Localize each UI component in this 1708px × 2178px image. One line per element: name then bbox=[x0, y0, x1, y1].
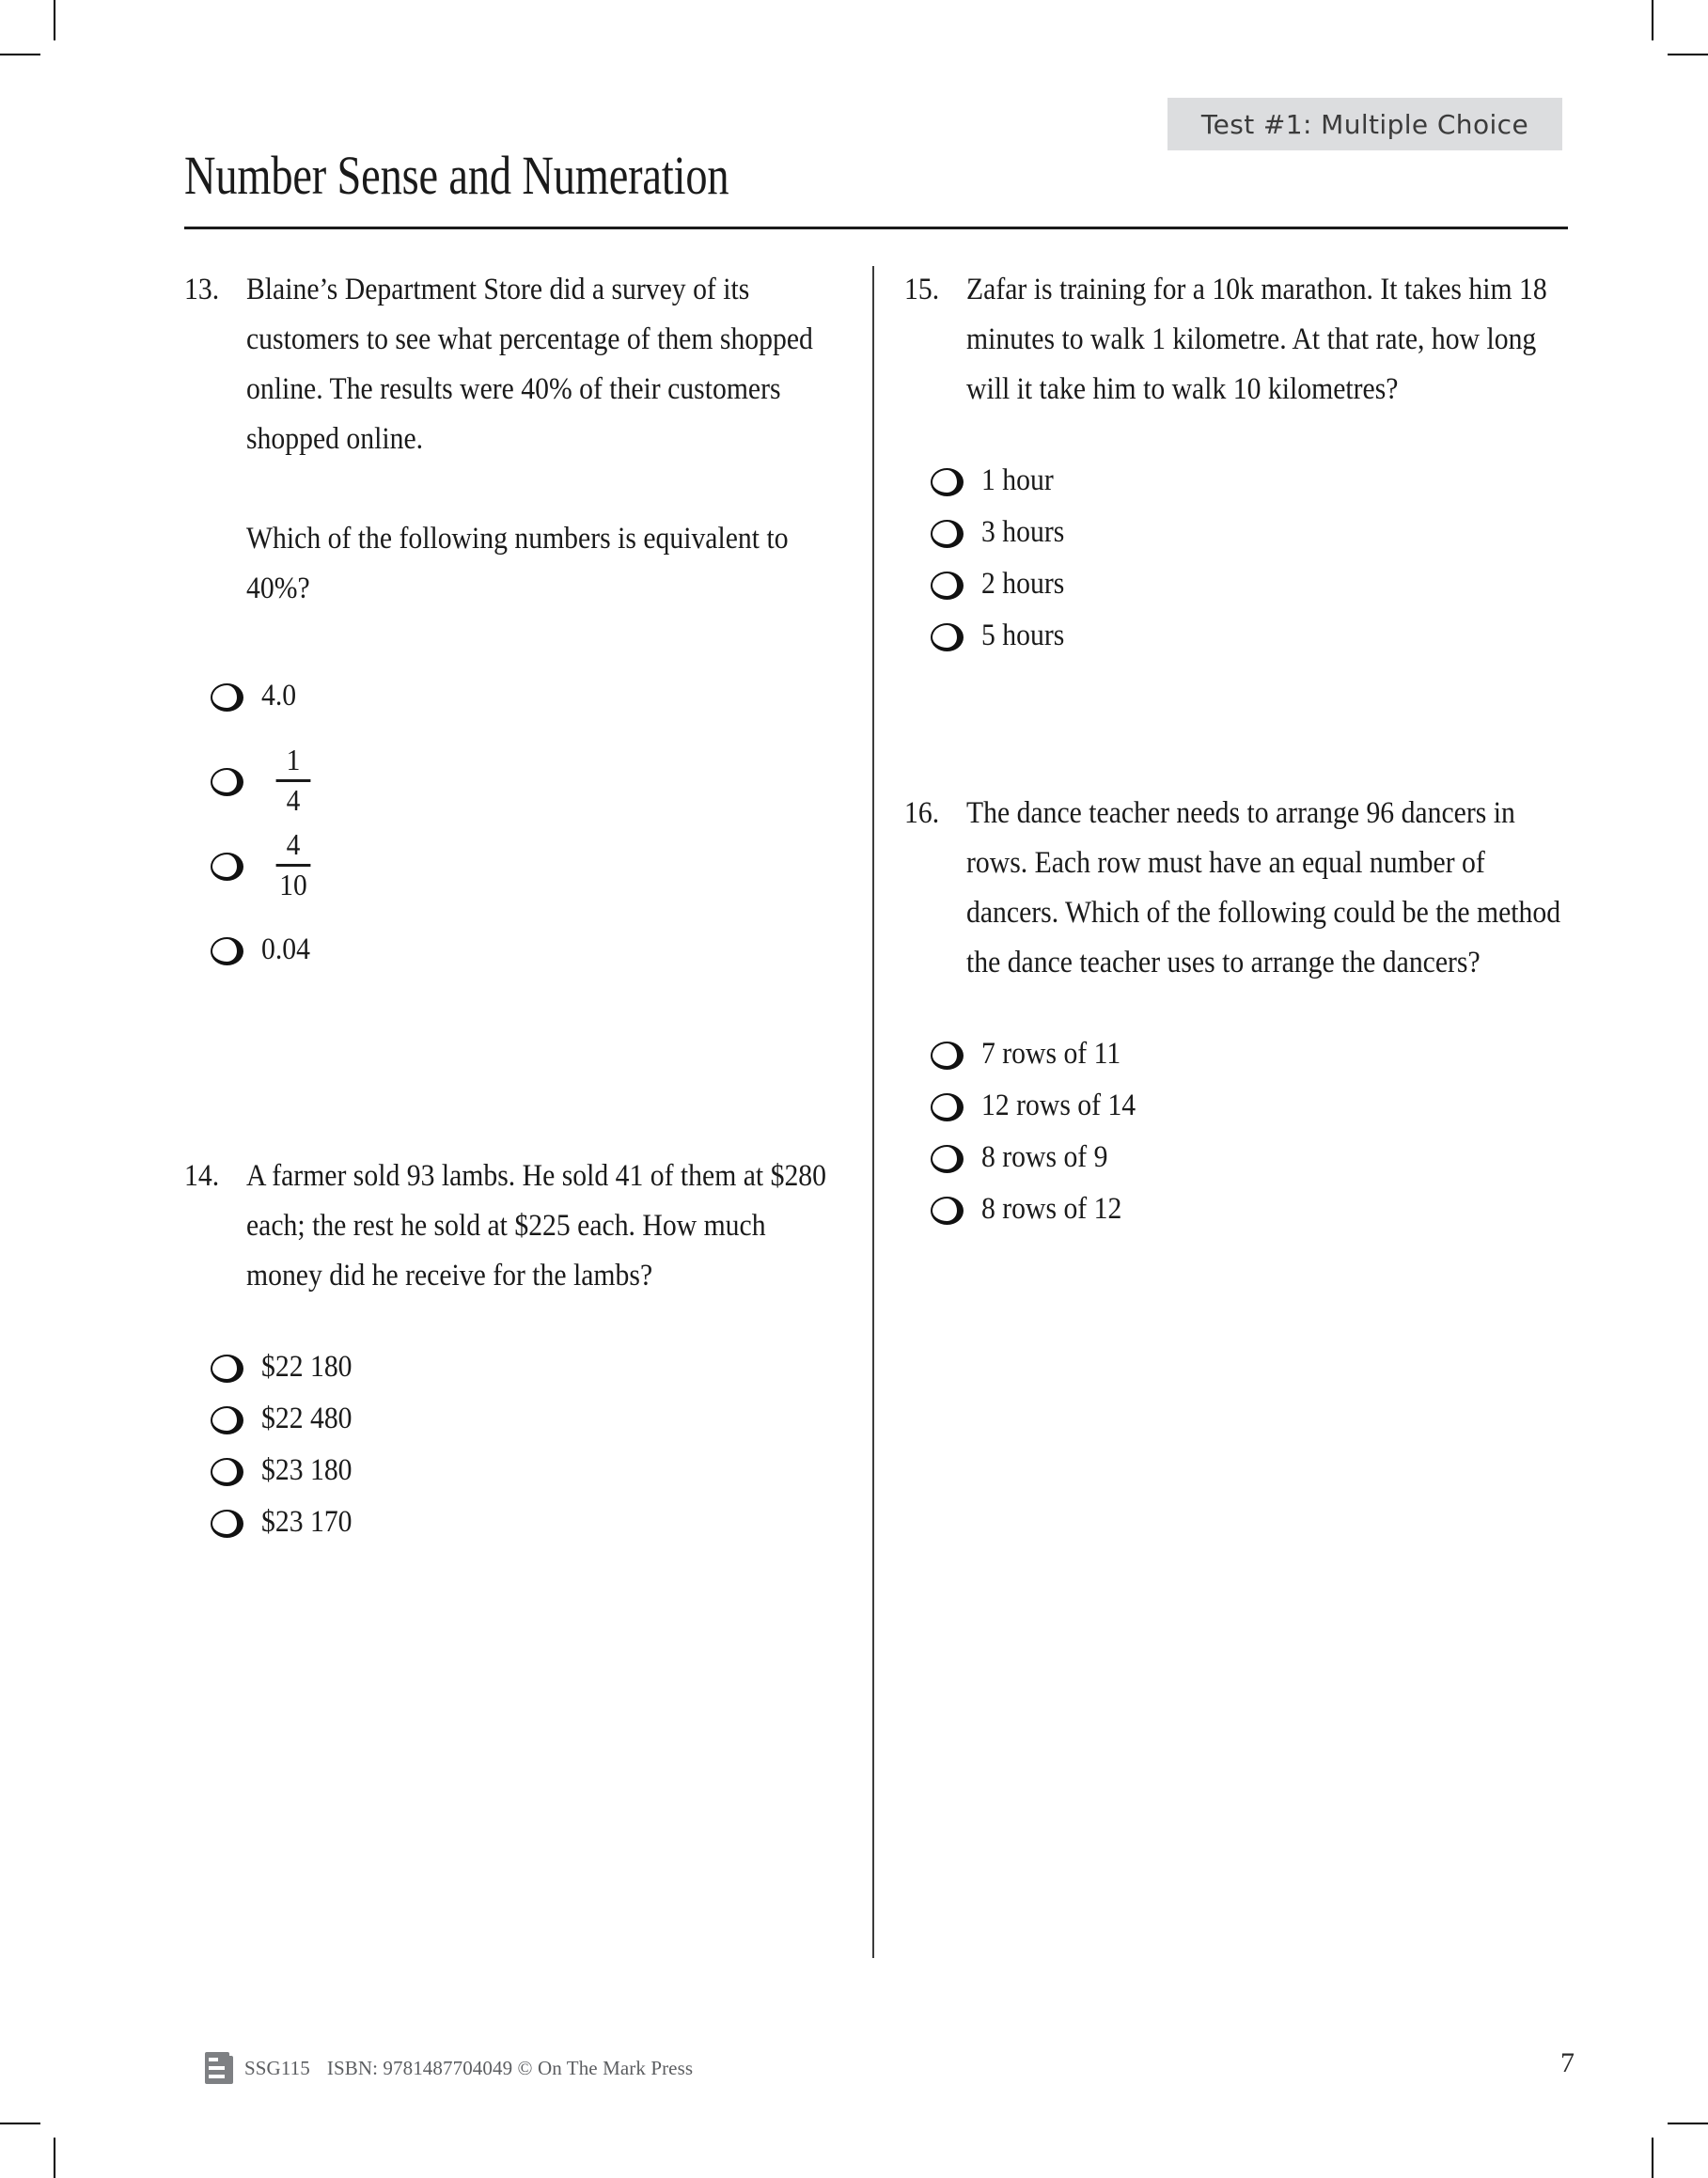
option-13-2[interactable] bbox=[207, 738, 842, 823]
option-15-1[interactable] bbox=[927, 454, 1562, 506]
question-14-options bbox=[184, 1340, 842, 1547]
crop-mark-bottom-right-vertical bbox=[1652, 2138, 1653, 2178]
option-13-4[interactable] bbox=[207, 907, 842, 992]
question-15-paragraph-1: Zafar is training for a 10k marathon. It takes him 18 minutes to walk 1 kilometre. At that rate, how long will it take him to walk 10 kilometres? bbox=[966, 273, 1547, 406]
question-spacer bbox=[904, 751, 1562, 789]
page-number: 7 bbox=[1560, 2047, 1575, 2078]
option-13-3[interactable] bbox=[207, 823, 842, 907]
question-13-paragraph-2: Which of the following numbers is equivalent to 40%? bbox=[246, 522, 789, 605]
option-14-4-label: $23 170 bbox=[261, 1504, 353, 1539]
question-spacer bbox=[184, 992, 842, 1152]
question-16-head bbox=[904, 789, 1562, 988]
test-banner-label: Test #1: Multiple Choice bbox=[1200, 108, 1529, 140]
fraction-numerator: 4 bbox=[286, 826, 301, 861]
answer-bubble-icon[interactable] bbox=[207, 931, 244, 968]
answer-bubble-icon[interactable] bbox=[927, 565, 964, 603]
option-15-4-label: 5 hours bbox=[981, 618, 1065, 652]
option-13-3-fraction bbox=[276, 826, 311, 901]
right-column bbox=[904, 265, 1562, 1234]
option-15-3-label: 2 hours bbox=[981, 566, 1065, 601]
footer bbox=[205, 2052, 693, 2084]
answer-bubble-icon[interactable] bbox=[927, 1190, 964, 1228]
option-14-2-label: $22 480 bbox=[261, 1401, 353, 1435]
option-16-3-label: 8 rows of 9 bbox=[981, 1139, 1108, 1174]
crop-mark-top-right-horizontal bbox=[1668, 54, 1708, 55]
question-15 bbox=[904, 265, 1562, 661]
crop-mark-top-left-horizontal bbox=[0, 54, 40, 55]
question-14-body bbox=[246, 1152, 842, 1301]
question-13-paragraph-1: Blaine’s Department Store did a survey of its customers to see what percentage of them shopped online. The results were 40% of their customers shopped online. bbox=[246, 273, 813, 456]
answer-bubble-icon[interactable] bbox=[927, 1035, 964, 1073]
test-banner bbox=[1167, 98, 1562, 150]
question-14-number: 14. bbox=[184, 1159, 220, 1193]
option-14-2[interactable] bbox=[207, 1392, 842, 1444]
question-14-paragraph-1: A farmer sold 93 lambs. He sold 41 of them at $280 each; the rest he sold at $225 each. How much money did he receive for the lambs? bbox=[246, 1159, 827, 1293]
question-13 bbox=[184, 265, 842, 992]
option-13-4-label: 0.04 bbox=[261, 932, 310, 966]
question-15-options bbox=[904, 454, 1562, 661]
question-16-body bbox=[966, 789, 1562, 988]
option-16-3[interactable] bbox=[927, 1131, 1562, 1183]
footer-product-code: SSG115 bbox=[244, 2056, 310, 2079]
crop-mark-bottom-left-horizontal bbox=[0, 2123, 40, 2124]
question-16-number: 16. bbox=[904, 796, 940, 830]
answer-bubble-icon[interactable] bbox=[927, 462, 964, 499]
question-16 bbox=[904, 789, 1562, 1234]
column-divider bbox=[872, 266, 874, 1958]
left-column bbox=[184, 265, 842, 1547]
option-13-1[interactable] bbox=[207, 653, 842, 738]
question-13-body bbox=[246, 265, 842, 614]
option-14-1[interactable] bbox=[207, 1340, 842, 1392]
fraction-denominator: 10 bbox=[279, 867, 307, 901]
answer-bubble-icon[interactable] bbox=[207, 1348, 244, 1386]
fraction-bar bbox=[276, 779, 311, 782]
answer-bubble-icon[interactable] bbox=[207, 761, 244, 799]
crop-mark-top-left-vertical bbox=[54, 0, 55, 40]
option-13-1-label: 4.0 bbox=[261, 679, 297, 713]
answer-bubble-icon[interactable] bbox=[207, 1400, 244, 1437]
crop-mark-bottom-right-horizontal bbox=[1668, 2123, 1708, 2124]
question-14-head bbox=[184, 1152, 842, 1301]
question-15-number: 15. bbox=[904, 273, 940, 306]
question-15-body bbox=[966, 265, 1562, 415]
option-16-1[interactable] bbox=[927, 1027, 1562, 1079]
question-13-options bbox=[184, 653, 842, 992]
option-14-3-label: $23 180 bbox=[261, 1452, 353, 1487]
option-15-2[interactable] bbox=[927, 506, 1562, 557]
option-15-3[interactable] bbox=[927, 557, 1562, 609]
page-title: Number Sense and Numeration bbox=[184, 145, 729, 206]
option-15-4[interactable] bbox=[927, 609, 1562, 661]
option-13-2-fraction bbox=[276, 744, 311, 816]
footer-text bbox=[244, 2057, 693, 2080]
title-divider-rule bbox=[184, 227, 1568, 229]
option-14-4[interactable] bbox=[207, 1496, 842, 1547]
option-16-4-label: 8 rows of 12 bbox=[981, 1191, 1122, 1226]
answer-bubble-icon[interactable] bbox=[927, 617, 964, 654]
question-16-paragraph-1: The dance teacher needs to arrange 96 dancers in rows. Each row must have an equal number of dancers. Which of the following could be the method the dance teacher uses to arrange the dancers? bbox=[966, 796, 1561, 979]
answer-bubble-icon[interactable] bbox=[207, 846, 244, 884]
option-16-1-label: 7 rows of 11 bbox=[981, 1036, 1121, 1071]
fraction-denominator: 4 bbox=[286, 782, 301, 817]
answer-bubble-icon[interactable] bbox=[207, 1503, 244, 1541]
option-16-4[interactable] bbox=[927, 1183, 1562, 1234]
option-16-2[interactable] bbox=[927, 1079, 1562, 1131]
crop-mark-bottom-left-vertical bbox=[54, 2138, 55, 2178]
question-13-number: 13. bbox=[184, 273, 220, 306]
option-15-1-label: 1 hour bbox=[981, 462, 1054, 497]
question-spacer bbox=[904, 661, 1562, 751]
option-15-2-label: 3 hours bbox=[981, 514, 1065, 549]
option-16-2-label: 12 rows of 14 bbox=[981, 1088, 1136, 1122]
document-icon bbox=[205, 2052, 233, 2084]
question-14 bbox=[184, 1152, 842, 1547]
crop-mark-top-right-vertical bbox=[1652, 0, 1653, 40]
footer-isbn-copyright: ISBN: 9781487704049 © On The Mark Press bbox=[326, 2056, 694, 2079]
fraction-bar bbox=[276, 864, 311, 867]
answer-bubble-icon[interactable] bbox=[927, 513, 964, 551]
answer-bubble-icon[interactable] bbox=[207, 677, 244, 714]
answer-bubble-icon[interactable] bbox=[927, 1138, 964, 1176]
answer-bubble-icon[interactable] bbox=[927, 1087, 964, 1124]
question-16-options bbox=[904, 1027, 1562, 1234]
option-14-1-label: $22 180 bbox=[261, 1349, 353, 1384]
question-15-head bbox=[904, 265, 1562, 415]
answer-bubble-icon[interactable] bbox=[207, 1451, 244, 1489]
question-13-head bbox=[184, 265, 842, 614]
fraction-numerator: 1 bbox=[286, 742, 301, 776]
option-14-3[interactable] bbox=[207, 1444, 842, 1496]
